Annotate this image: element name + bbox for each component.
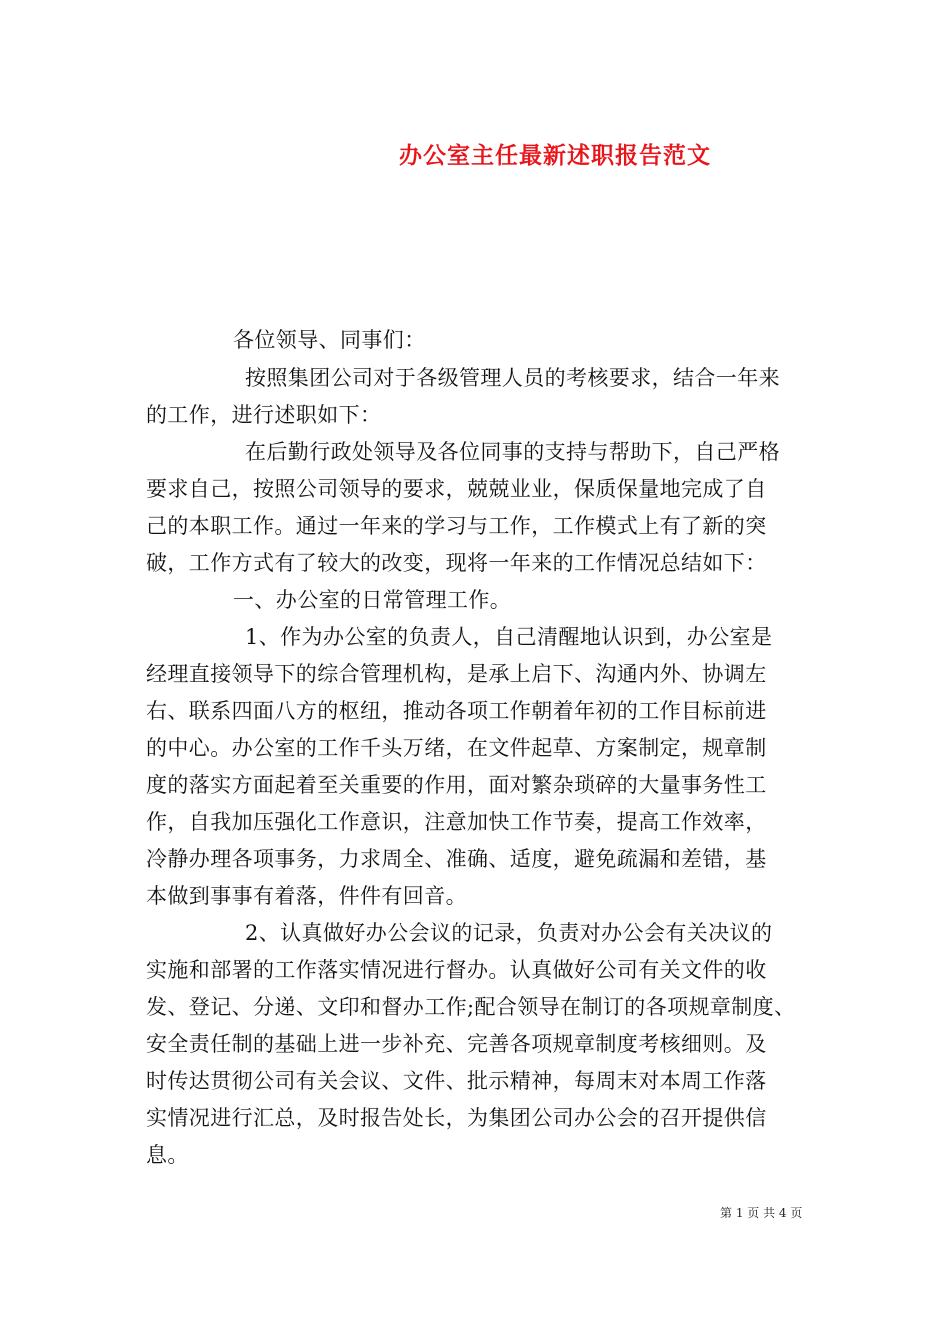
paragraph-line: 度的落实方面起着至关重要的作用，面对繁杂琐碎的大量事务性工 xyxy=(146,773,767,797)
paragraph-line: 破，工作方式有了较大的改变，现将一年来的工作情况总结如下： xyxy=(146,551,767,575)
paragraph-line: 时传达贯彻公司有关会议、文件、批示精神，每周末对本周工作落 xyxy=(146,1069,767,1093)
paragraph-line: 1、作为办公室的负责人，自己清醒地认识到，办公室是 xyxy=(245,625,773,649)
paragraph-line: 发、登记、分递、文印和督办工作;配合领导在制订的各项规章制度、 xyxy=(146,995,796,1019)
paragraph-line: 右、联系四面八方的枢纽，推动各项工作朝着年初的工作目标前进 xyxy=(146,699,767,723)
paragraph-line: 按照集团公司对于各级管理人员的考核要求，结合一年来 xyxy=(245,366,780,390)
paragraph-line: 己的本职工作。通过一年来的学习与工作，工作模式上有了新的突 xyxy=(146,514,767,538)
paragraph-line: 息。 xyxy=(146,1143,189,1167)
paragraph-line: 的中心。办公室的工作千头万绪，在文件起草、方案制定，规章制 xyxy=(146,736,767,760)
paragraph-line: 2、认真做好办公会议的记录，负责对办公会有关决议的 xyxy=(245,921,773,945)
paragraph-line: 冷静办理各项事务，力求周全、准确、适度，避免疏漏和差错，基 xyxy=(146,847,767,871)
paragraph-line: 安全责任制的基础上进一步补充、完善各项规章制度考核细则。及 xyxy=(146,1032,767,1056)
paragraph-line: 在后勤行政处领导及各位同事的支持与帮助下，自己严格 xyxy=(245,440,780,464)
paragraph-line: 经理直接领导下的综合管理机构，是承上启下、沟通内外、协调左 xyxy=(146,662,767,686)
paragraph-line: 作，自我加压强化工作意识，注意加快工作节奏，提高工作效率， xyxy=(146,810,767,834)
document-title: 办公室主任最新述职报告范文 xyxy=(399,142,711,169)
paragraph-line: 实情况进行汇总，及时报告处长，为集团公司办公会的召开提供信 xyxy=(146,1106,767,1130)
paragraph-line: 要求自己，按照公司领导的要求，兢兢业业，保质保量地完成了自 xyxy=(146,477,767,501)
page-number-footer: 第 1 页 共 4 页 xyxy=(720,1206,803,1220)
paragraph-line: 实施和部署的工作落实情况进行督办。认真做好公司有关文件的收 xyxy=(146,958,767,982)
salutation-line: 各位领导、同事们： xyxy=(233,328,426,352)
paragraph-line: 的工作，进行述职如下： xyxy=(146,403,382,427)
paragraph-line: 本做到事事有着落，件件有回音。 xyxy=(146,884,467,908)
section-heading: 一、办公室的日常管理工作。 xyxy=(233,588,512,612)
